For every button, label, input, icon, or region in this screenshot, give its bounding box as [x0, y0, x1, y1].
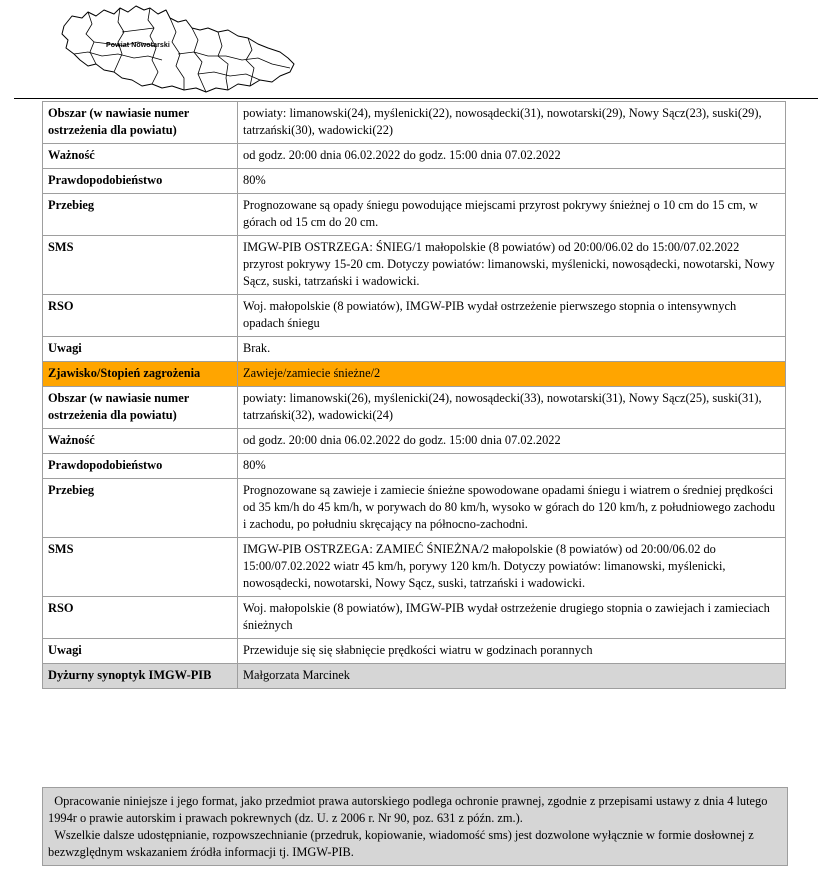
row-label: Prawdopodobieństwo: [43, 169, 237, 193]
table-row: [43, 454, 785, 478]
row-label: Przebieg: [43, 479, 237, 537]
row-label: Ważność: [43, 429, 237, 453]
row-value: Małgorzata Marcinek: [238, 664, 785, 688]
row-value: Zawieje/zamiecie śnieżne/2: [238, 362, 785, 386]
row-label: RSO: [43, 597, 237, 638]
row-value: powiaty: limanowski(24), myślenicki(22), nowosądecki(31), nowotarski(29), Nowy Sącz(23), suski(29), tatrzański(30), wadowicki(22): [238, 102, 785, 143]
table-row: [43, 295, 785, 336]
copyright-paragraph-2: [48, 827, 782, 861]
table-row: [43, 236, 785, 294]
table-row: [43, 102, 785, 143]
table-row: [43, 429, 785, 453]
row-value: powiaty: limanowski(26), myślenicki(24), nowosądecki(33), nowotarski(31), Nowy Sącz(25), suski(31), tatrzański(32), wadowicki(24): [238, 387, 785, 428]
hazard-header-row: [43, 362, 785, 386]
row-label: Ważność: [43, 144, 237, 168]
map-label: Powiat Nowotarski: [106, 42, 170, 49]
table-row: [43, 169, 785, 193]
row-value: Prognozowane są zawieje i zamiecie śnieżne spowodowane opadami śniegu i wiatrem o średniej prędkości od 35 km/h do 45 km/h, w porywach do 80 km/h, wysoko w górach do 120 km/h, z południowego zachodu i zachodu, po południu skręcający na północno-zachodni.: [238, 479, 785, 537]
row-value: od godz. 20:00 dnia 06.02.2022 do godz. 15:00 dnia 07.02.2022: [238, 429, 785, 453]
row-label: Uwagi: [43, 337, 237, 361]
row-label: SMS: [43, 538, 237, 596]
forecaster-row: [43, 664, 785, 688]
row-label: Zjawisko/Stopień zagrożenia: [43, 362, 237, 386]
header-divider: [14, 98, 818, 99]
warning-table: [42, 101, 786, 689]
table-row: [43, 597, 785, 638]
row-value: Woj. małopolskie (8 powiatów), IMGW-PIB wydał ostrzeżenie drugiego stopnia o zawiejach i zamieciach śnieżnych: [238, 597, 785, 638]
table-row: [43, 538, 785, 596]
table-row: [43, 639, 785, 663]
copyright-text-1: Opracowanie niniejsze i jego format, jako przedmiot prawa autorskiego podlega ochronie prawnej, zgodnie z przepisami ustawy z dnia 4 lutego 1994r o prawie autorskim i prawach pokrewnych (dz. U. z 2006 r. Nr 90, poz. 631 z późn. zm.).: [48, 794, 768, 825]
copyright-notice: [42, 787, 788, 866]
row-label: Obszar (w nawiasie numer ostrzeżenia dla powiatu): [43, 387, 237, 428]
row-label: Prawdopodobieństwo: [43, 454, 237, 478]
row-value: 80%: [238, 454, 785, 478]
row-value: Woj. małopolskie (8 powiatów), IMGW-PIB wydał ostrzeżenie pierwszego stopnia o intensywnych opadach śniegu: [238, 295, 785, 336]
row-label: Przebieg: [43, 194, 237, 235]
copyright-text-2: Wszelkie dalsze udostępnianie, rozpowszechnianie (przedruk, kopiowanie, wiadomość sms) jest dozwolone wyłącznie w formie dosłownej z bezwzględnym wskazaniem źródła informacji tj. IMGW-PIB.: [48, 828, 754, 859]
table-row: [43, 337, 785, 361]
row-label: Obszar (w nawiasie numer ostrzeżenia dla powiatu): [43, 102, 237, 143]
row-label: Dyżurny synoptyk IMGW-PIB: [43, 664, 237, 688]
row-label: SMS: [43, 236, 237, 294]
copyright-paragraph-1: [48, 793, 782, 827]
row-value: 80%: [238, 169, 785, 193]
row-label: RSO: [43, 295, 237, 336]
county-map-outline: [58, 2, 300, 94]
row-value: Przewiduje się się słabnięcie prędkości wiatru w godzinach porannych: [238, 639, 785, 663]
table-row: [43, 479, 785, 537]
table-row: [43, 194, 785, 235]
row-value: IMGW-PIB OSTRZEGA: ŚNIEG/1 małopolskie (8 powiatów) od 20:00/06.02 do 15:00/07.02.2022 przyrost pokrywy 15-20 cm. Dotyczy powiatów: limanowski, myślenicki, nowosądecki, nowotarski, Nowy Sącz, suski, tatrzański i wadowicki.: [238, 236, 785, 294]
row-value: Prognozowane są opady śniegu powodujące miejscami przyrost pokrywy śnieżnej o 10 cm do 15 cm, w górach od 15 cm do 20 cm.: [238, 194, 785, 235]
table-row: [43, 144, 785, 168]
row-value: IMGW-PIB OSTRZEGA: ZAMIEĆ ŚNIEŻNA/2 małopolskie (8 powiatów) od 20:00/06.02 do 15:00/07.02.2022 wiatr 45 km/h, porywy 120 km/h. Dotyczy powiatów: limanowski, myślenicki, nowosądecki, nowotarski, Nowy Sącz, suski, tatrzański i wadowicki.: [238, 538, 785, 596]
table-row: [43, 387, 785, 428]
row-label: Uwagi: [43, 639, 237, 663]
row-value: od godz. 20:00 dnia 06.02.2022 do godz. 15:00 dnia 07.02.2022: [238, 144, 785, 168]
row-value: Brak.: [238, 337, 785, 361]
county-map: [58, 2, 300, 94]
